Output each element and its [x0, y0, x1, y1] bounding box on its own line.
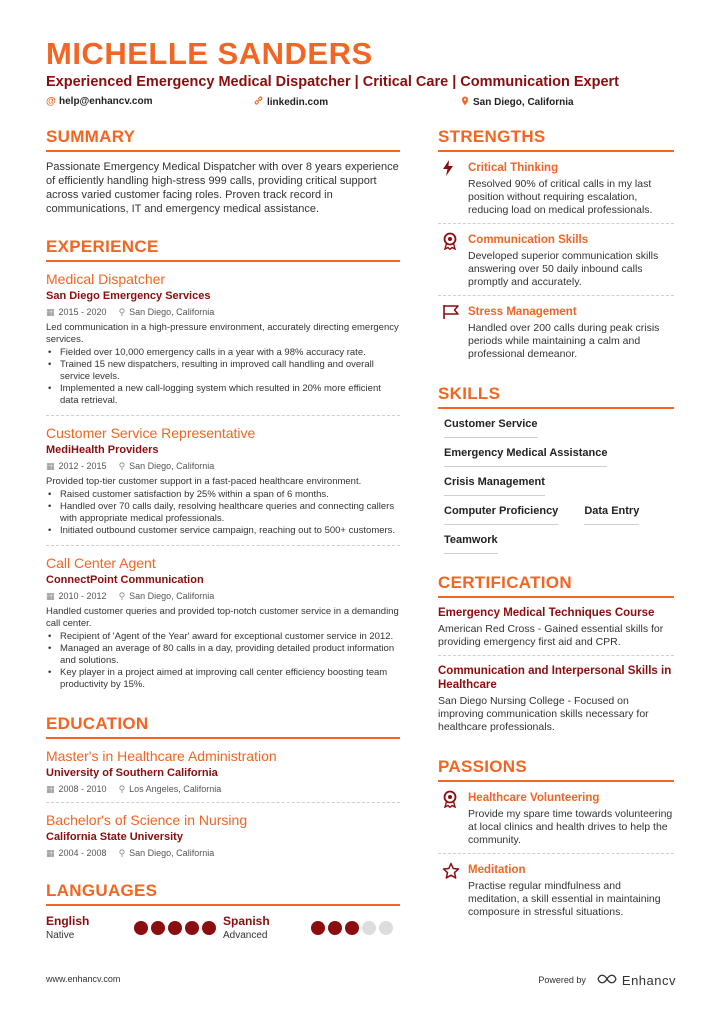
dates-text: 2012 - 2015	[58, 461, 107, 471]
job-bullet: • Trained 15 new dispatchers, resulting in improved call handling and overall service levels.	[46, 359, 400, 383]
job-entry	[46, 270, 400, 416]
education-entry	[46, 811, 400, 866]
certification-name: Emergency Medical Techniques Course	[438, 607, 655, 619]
job-bullets	[46, 489, 400, 537]
certification-description: American Red Cross - Gained essential skills for providing emergency first aid and CPR.	[438, 623, 664, 648]
footer-branding	[538, 972, 676, 988]
award-icon	[438, 232, 468, 289]
certification-section	[438, 572, 674, 740]
lightning-icon	[438, 160, 468, 217]
passions-title: PASSIONS	[438, 756, 674, 782]
strength-item	[438, 304, 674, 367]
skill-tag: Crisis Management	[444, 475, 545, 496]
languages-title: LANGUAGES	[46, 880, 400, 906]
job-title: Medical Dispatcher	[46, 271, 166, 287]
job-dates	[46, 460, 107, 473]
right-column	[438, 126, 674, 933]
job-bullet: • Managed an average of 80 calls in a day, providing detailed product information and solutions.	[46, 643, 400, 667]
experience-title: EXPERIENCE	[46, 236, 400, 262]
rating-dot-filled	[151, 921, 165, 935]
job-title: Customer Service Representative	[46, 425, 256, 441]
skill-tag: Computer Proficiency	[444, 504, 558, 525]
linkedin-text: linkedin.com	[267, 96, 329, 108]
location-text: San Diego, California	[129, 461, 215, 471]
job-bullet: • Handled over 70 calls daily, resolving healthcare queries and connecting callers with appropriate medical professionals.	[46, 501, 400, 525]
education-location	[119, 847, 215, 860]
rating-dot-empty	[379, 921, 393, 935]
education-title: EDUCATION	[46, 713, 400, 739]
job-company: San Diego Emergency Services	[46, 290, 211, 302]
email-text: help@enhancv.com	[59, 96, 153, 107]
skill-tag: Data Entry	[584, 504, 639, 525]
candidate-headline: Experienced Emergency Medical Dispatcher | Critical Care | Communication Expert	[46, 74, 619, 90]
degree-title: Bachelor's of Science in Nursing	[46, 812, 248, 828]
calendar-icon: ▦	[46, 848, 55, 858]
passion-description: Practise regular mindfulness and meditation, a skill essential in maintaining composure in stressful situations.	[468, 880, 661, 918]
location-pin-icon: ⚲	[118, 784, 126, 794]
job-dates	[46, 590, 107, 603]
degree-title: Master's in Healthcare Administration	[46, 748, 277, 764]
certification-name: Communication and Interpersonal Skills in Healthcare	[438, 665, 672, 691]
brand-logo[interactable]	[596, 972, 676, 988]
passion-item	[438, 790, 674, 854]
location-text: San Diego, California	[129, 848, 215, 858]
link-icon	[254, 96, 263, 108]
rating-dot-filled	[328, 921, 342, 935]
job-bullet: • Raised customer satisfaction by 25% within a span of 6 months.	[46, 489, 400, 501]
language-text	[46, 914, 134, 942]
education-dates	[46, 847, 107, 860]
page-footer	[46, 972, 676, 988]
location-text: San Diego, California	[473, 97, 574, 108]
rating-dot-empty	[362, 921, 376, 935]
calendar-icon: ▦	[46, 591, 55, 601]
rating-dot-filled	[345, 921, 359, 935]
rating-dot-filled	[168, 921, 182, 935]
education-section	[46, 713, 400, 866]
job-description: Led communication in a high-pressure environment, accurately directing emergency services.	[46, 322, 399, 345]
job-bullet: • Fielded over 10,000 emergency calls in a year with a 98% accuracy rate.	[46, 347, 400, 359]
enhancv-logo-icon	[596, 972, 618, 988]
skill-tag: Customer Service	[444, 417, 538, 438]
star-icon	[438, 862, 468, 919]
dates-text: 2008 - 2010	[58, 784, 107, 794]
job-bullet: • Implemented a new call-logging system which resulted in 20% more efficient data retrieval.	[46, 383, 400, 407]
job-location	[119, 306, 215, 319]
school-name: University of Southern California	[46, 767, 218, 779]
school-name: California State University	[46, 831, 183, 843]
contact-email[interactable]	[46, 96, 152, 107]
job-entry	[46, 554, 400, 699]
calendar-icon: ▦	[46, 784, 55, 794]
certification-item	[438, 664, 674, 740]
certification-title: CERTIFICATION	[438, 572, 674, 598]
passion-title: Meditation	[468, 864, 526, 876]
experience-section	[46, 236, 400, 699]
skills-section	[438, 383, 674, 554]
education-meta	[46, 847, 400, 860]
at-icon: @	[46, 96, 56, 107]
strength-description: Developed superior communication skills answering over 50 daily inbound calls promptly and accurately.	[468, 250, 659, 288]
certification-item	[438, 606, 674, 656]
job-entry	[46, 424, 400, 546]
summary-text: Passionate Emergency Medical Dispatcher with over 8 years experience of efficiently handling high-stress 999 calls, providing critical support across varied customer facing roles. Proven track record in communications, IT and emergency medical assistance.	[46, 161, 399, 215]
summary-title: SUMMARY	[46, 126, 400, 152]
resume-header	[46, 36, 676, 112]
contact-location	[460, 96, 574, 109]
skills-list	[438, 417, 674, 554]
job-title: Call Center Agent	[46, 555, 156, 571]
rating-dot-filled	[311, 921, 325, 935]
brand-name: Enhancv	[621, 972, 676, 988]
job-bullet: • Recipient of 'Agent of the Year' award for exceptional customer service in 2012.	[46, 631, 400, 643]
rating-dot-filled	[202, 921, 216, 935]
footer-website[interactable]: www.enhancv.com	[46, 974, 121, 984]
location-pin-icon: ⚲	[118, 461, 126, 471]
left-column	[46, 126, 400, 942]
calendar-icon: ▦	[46, 461, 55, 471]
strengths-title: STRENGTHS	[438, 126, 674, 152]
language-level: Native	[46, 930, 75, 941]
skill-tag: Emergency Medical Assistance	[444, 446, 607, 467]
job-bullet: • Key player in a project aimed at improving call center efficiency boosting team productivity by 15%.	[46, 667, 400, 691]
passion-description: Provide my spare time towards volunteering at local clinics and health drives to help the community.	[468, 808, 673, 846]
job-meta	[46, 460, 400, 473]
location-text: San Diego, California	[129, 591, 215, 601]
skill-tag: Teamwork	[444, 533, 498, 554]
flag-icon	[438, 304, 468, 361]
education-entry	[46, 747, 400, 803]
rating-dot-filled	[185, 921, 199, 935]
passion-title: Healthcare Volunteering	[468, 792, 600, 804]
location-pin-icon: ⚲	[118, 848, 126, 858]
language-name: English	[46, 914, 90, 928]
language-text	[223, 914, 311, 942]
job-meta	[46, 306, 400, 319]
strengths-section	[438, 126, 674, 367]
award-icon	[438, 790, 468, 847]
job-bullet: • Initiated outbound customer service campaign, reaching out to 500+ customers.	[46, 525, 400, 537]
certification-description: San Diego Nursing College - Focused on improving communication skills necessary for healthcare professionals.	[438, 695, 649, 733]
strength-title: Critical Thinking	[468, 162, 559, 174]
job-dates	[46, 306, 107, 319]
location-text: Los Angeles, California	[129, 784, 222, 794]
location-pin-icon	[460, 96, 469, 109]
dates-text: 2015 - 2020	[58, 307, 107, 317]
job-description: Provided top-tier customer support in a fast-paced healthcare environment.	[46, 476, 362, 487]
passions-section	[438, 756, 674, 925]
strength-description: Resolved 90% of critical calls in my last position without requiring escalation, reducing load on medical professionals.	[468, 178, 653, 216]
job-company: ConnectPoint Communication	[46, 574, 204, 586]
candidate-name: MICHELLE SANDERS	[46, 36, 373, 71]
skills-title: SKILLS	[438, 383, 674, 409]
job-bullets	[46, 631, 400, 691]
contact-bar	[46, 96, 676, 112]
powered-by-text: Powered by	[538, 975, 586, 985]
job-meta	[46, 590, 400, 603]
calendar-icon: ▦	[46, 307, 55, 317]
location-text: San Diego, California	[129, 307, 215, 317]
dates-text: 2004 - 2008	[58, 848, 107, 858]
job-location	[119, 460, 215, 473]
strength-item	[438, 232, 674, 296]
dates-text: 2010 - 2012	[58, 591, 107, 601]
language-entry	[46, 914, 223, 942]
job-description: Handled customer queries and provided top-notch customer service in a demanding call center.	[46, 606, 399, 629]
language-level: Advanced	[223, 930, 268, 941]
strength-title: Stress Management	[468, 306, 577, 318]
education-meta	[46, 783, 400, 796]
language-rating	[134, 921, 216, 935]
passion-item	[438, 862, 674, 925]
language-name: Spanish	[223, 914, 270, 928]
languages-section	[46, 880, 400, 942]
summary-section	[46, 126, 400, 216]
job-location	[119, 590, 215, 603]
strength-item	[438, 160, 674, 224]
languages-row	[46, 914, 400, 942]
contact-linkedin[interactable]	[254, 96, 328, 108]
job-bullets	[46, 347, 400, 407]
education-dates	[46, 783, 107, 796]
location-pin-icon: ⚲	[118, 307, 126, 317]
strength-title: Communication Skills	[468, 234, 589, 246]
rating-dot-filled	[134, 921, 148, 935]
education-location	[119, 783, 222, 796]
strength-description: Handled over 200 calls during peak crisis periods while maintaining a calm and professional demeanor.	[468, 322, 660, 360]
language-entry	[223, 914, 400, 942]
language-rating	[311, 921, 393, 935]
location-pin-icon: ⚲	[118, 591, 126, 601]
job-company: MediHealth Providers	[46, 444, 159, 456]
